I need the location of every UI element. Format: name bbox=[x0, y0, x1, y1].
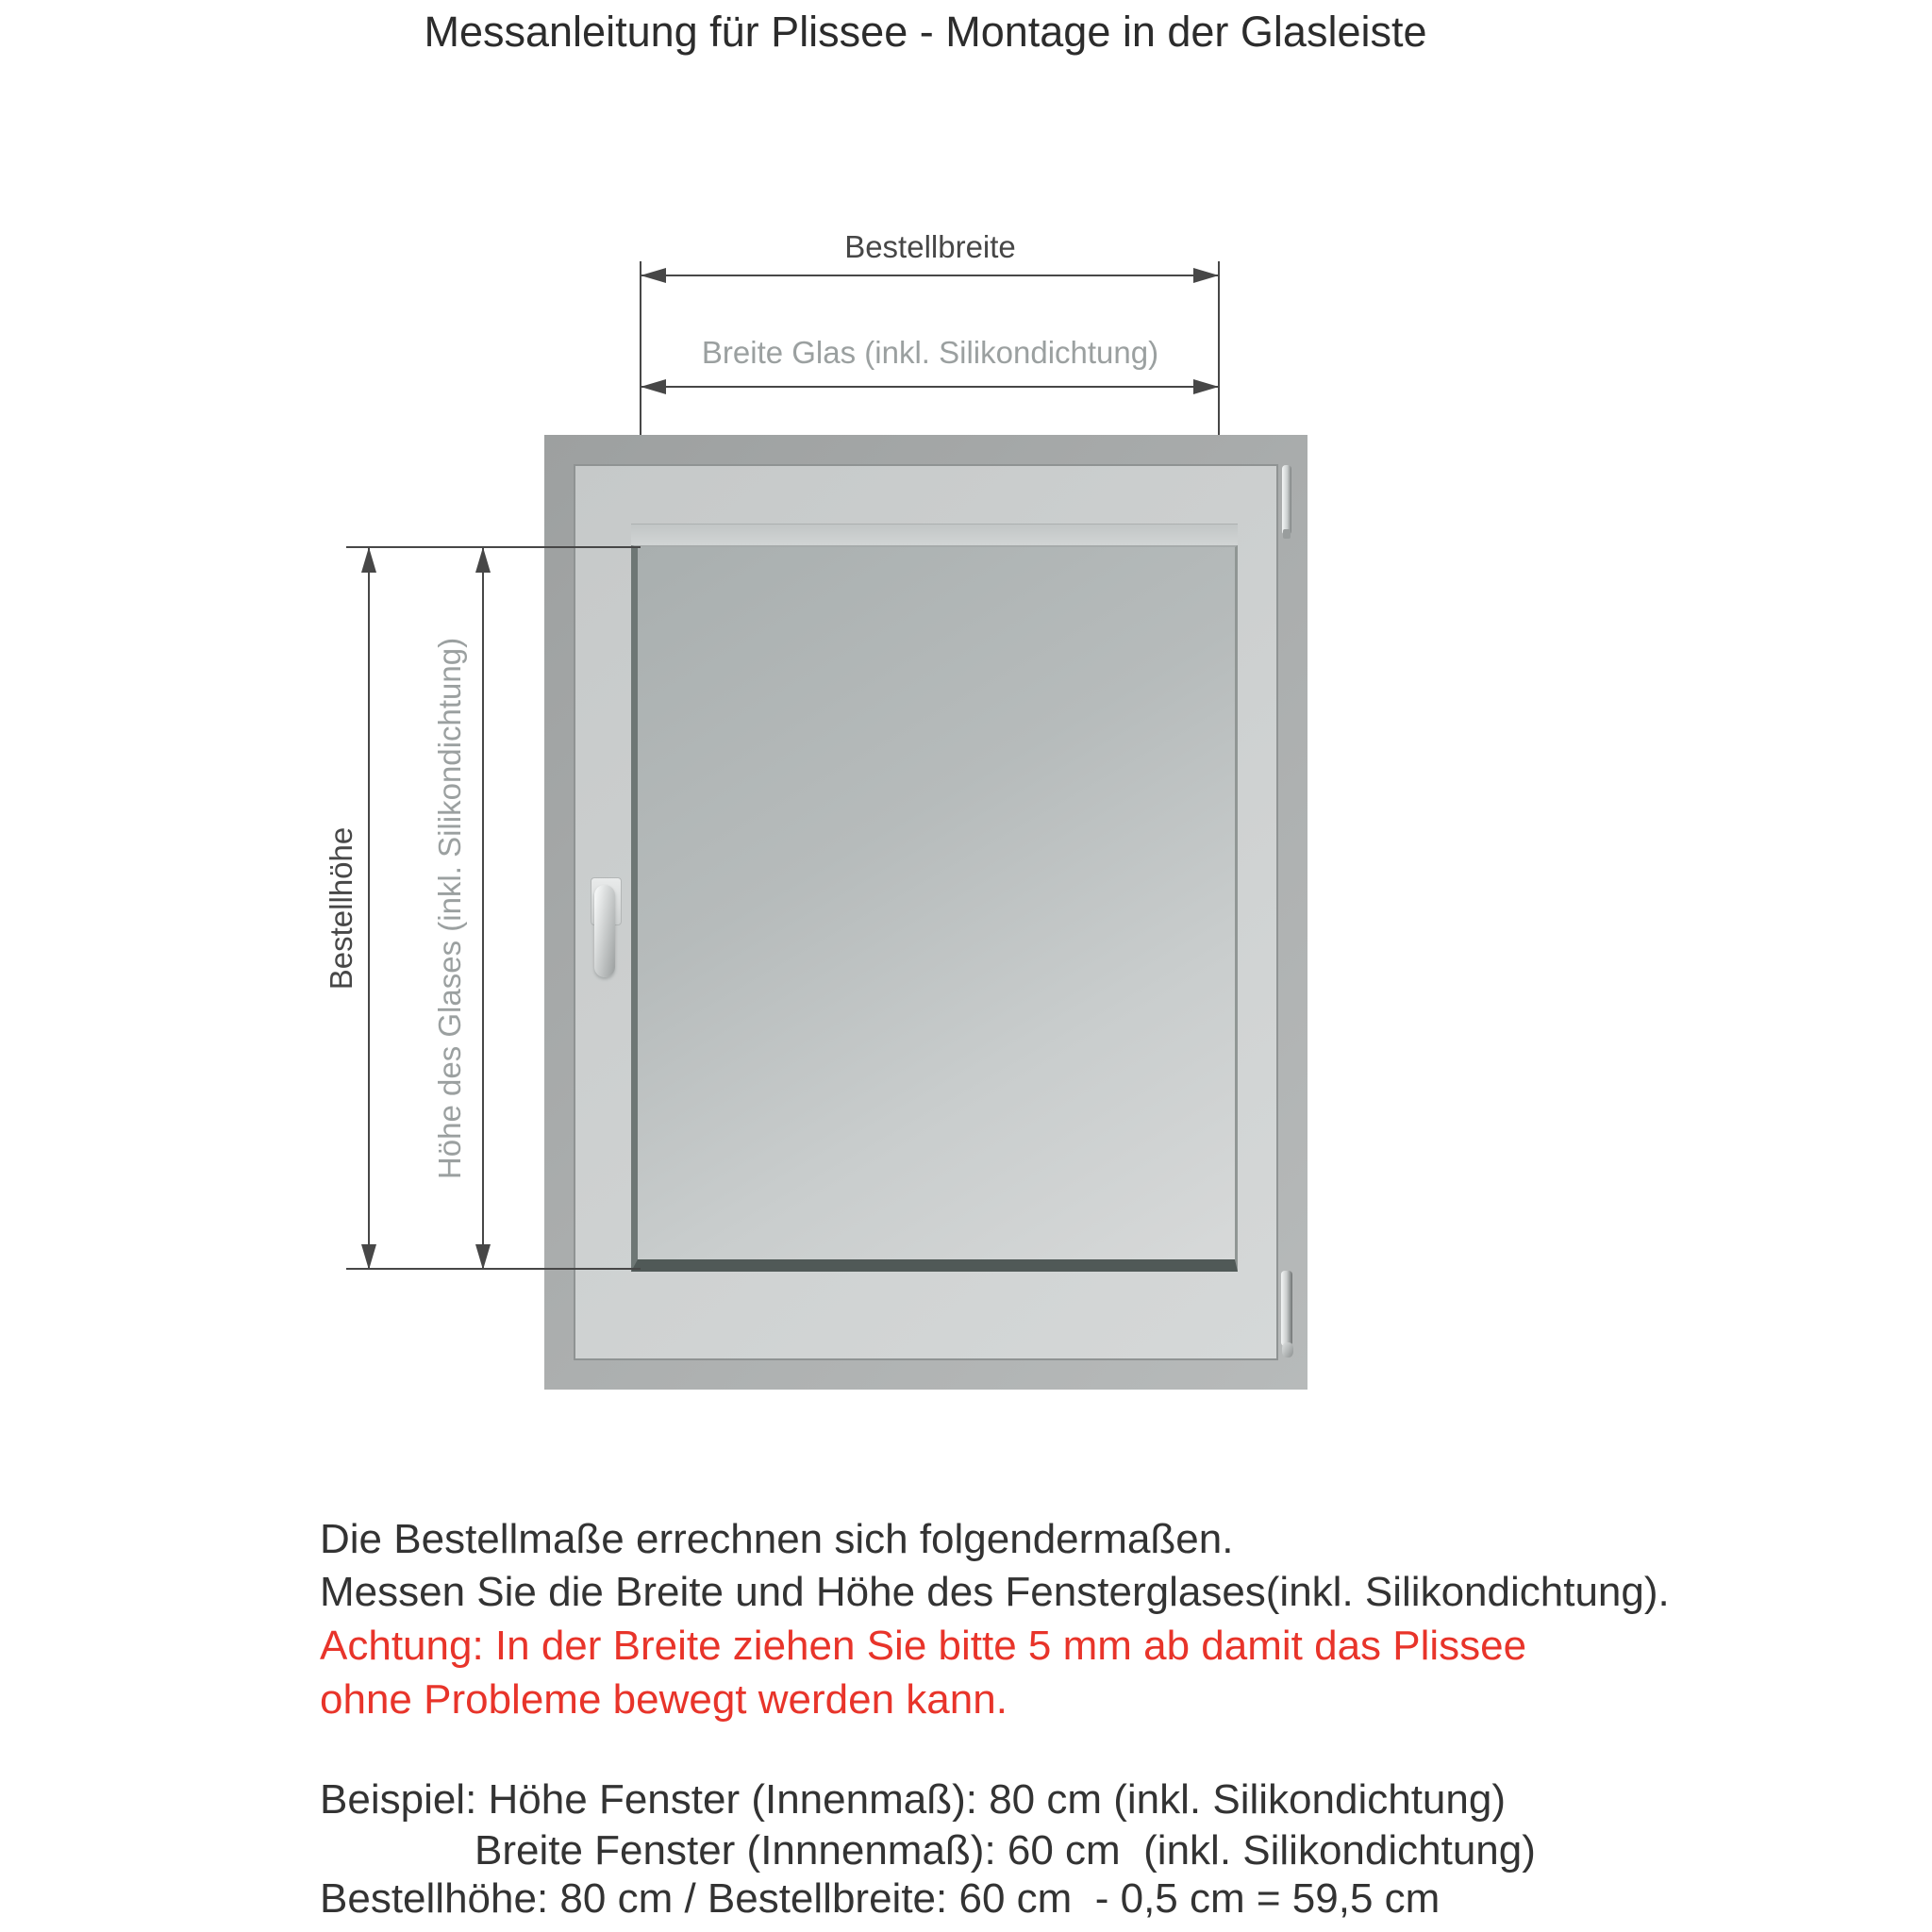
arrowhead-right-icon bbox=[1193, 268, 1219, 283]
instruction-warning-line-1: Achtung: In der Breite ziehen Sie bitte 5 mm ab damit das Plissee bbox=[320, 1623, 1527, 1669]
dimension-arrow-bestellhoehe bbox=[368, 548, 370, 1269]
label-breite-glas: Breite Glas (inkl. Silikondichtung) bbox=[701, 335, 1159, 370]
arrowhead-down-icon bbox=[475, 1244, 491, 1270]
instruction-intro-line-1: Die Bestellmaße errechnen sich folgendermaßen. bbox=[320, 1516, 1234, 1562]
window-handle-icon bbox=[594, 885, 615, 977]
hinge-bottom-knob bbox=[1282, 1342, 1293, 1357]
hinge-top-nub bbox=[1283, 529, 1291, 539]
arrowhead-down-icon bbox=[361, 1244, 376, 1270]
page-title: Messanleitung für Plissee - Montage in der Glasleiste bbox=[424, 8, 1427, 56]
window-frame bbox=[544, 435, 1307, 1390]
example-line-1: Beispiel: Höhe Fenster (Innenmaß): 80 cm (inkl. Silikondichtung) bbox=[320, 1776, 1506, 1823]
hinge-top-icon bbox=[1282, 465, 1291, 535]
dimension-arrow-breite-glas bbox=[641, 386, 1218, 388]
arrowhead-right-icon bbox=[1193, 379, 1219, 394]
window-glass bbox=[631, 545, 1238, 1272]
label-hoehe-glas: Höhe des Glases (inkl. Silikondichtung) bbox=[432, 637, 467, 1180]
dimension-arrow-bestellbreite bbox=[641, 275, 1218, 276]
instruction-intro-line-2: Messen Sie die Breite und Höhe des Fensterglases(inkl. Silikondichtung). bbox=[320, 1569, 1670, 1615]
dimension-arrow-hoehe-glas bbox=[482, 548, 484, 1269]
example-line-2: Breite Fenster (Innnenmaß): 60 cm (inkl. Silikondichtung) bbox=[475, 1827, 1536, 1874]
label-bestellhoehe: Bestellhöhe bbox=[324, 826, 358, 991]
arrowhead-up-icon bbox=[475, 547, 491, 573]
arrowhead-left-icon bbox=[641, 379, 666, 394]
extension-line-height-top bbox=[346, 546, 641, 548]
example-line-3: Bestellhöhe: 80 cm / Bestellbreite: 60 cm - 0,5 cm = 59,5 cm bbox=[320, 1875, 1441, 1922]
extension-line-height-bottom bbox=[346, 1268, 641, 1270]
arrowhead-up-icon bbox=[361, 547, 376, 573]
glass-bead-top bbox=[631, 524, 1238, 546]
hinge-bottom-icon bbox=[1281, 1271, 1292, 1346]
arrowhead-left-icon bbox=[641, 268, 666, 283]
instruction-warning-line-2: ohne Probleme bewegt werden kann. bbox=[320, 1676, 1008, 1723]
label-bestellbreite: Bestellbreite bbox=[844, 229, 1016, 264]
